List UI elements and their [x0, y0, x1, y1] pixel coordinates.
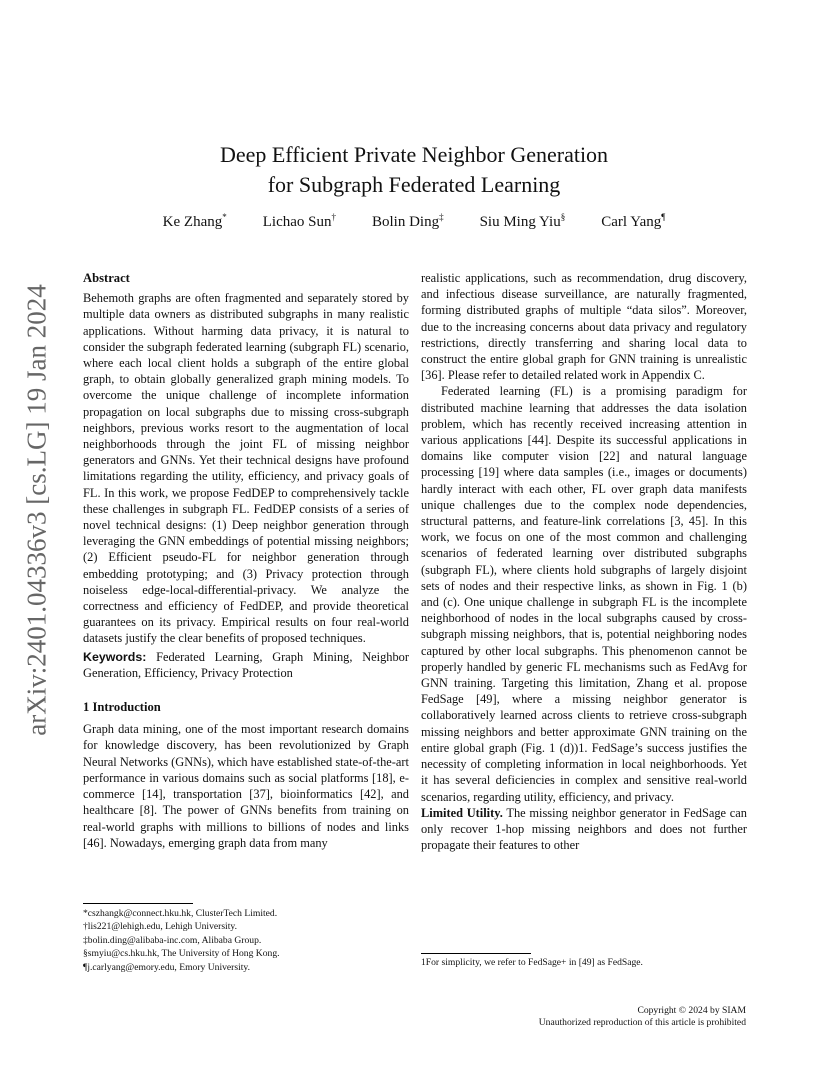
author-mark: §: [560, 212, 566, 222]
keywords: [83, 649, 409, 681]
arxiv-id-text: arXiv:2401.04336v3 [cs.LG] 19 Jan 2024: [21, 284, 52, 736]
section-heading-introduction: 1 Introduction: [83, 700, 161, 715]
paper-title: [0, 140, 828, 200]
keywords-text: Federated Learning, Graph Mining, Neighbor Generation, Efficiency, Privacy Protection: [83, 649, 409, 680]
title-line-2: for Subgraph Federated Learning: [267, 172, 561, 197]
reproduction-notice: Unauthorized reproduction of this article is prohibited: [538, 1017, 746, 1028]
author-name: Ke Zhang: [162, 214, 223, 230]
author-mark: ¶: [661, 212, 666, 222]
body-paragraph: [421, 805, 747, 854]
author: [601, 212, 665, 231]
abstract-heading: Abstract: [83, 271, 130, 285]
title-line-1: Deep Efficient Private Neighbor Generation: [219, 142, 609, 167]
right-column: [421, 270, 747, 853]
author-list: [0, 212, 828, 231]
author-name: Carl Yang: [601, 214, 662, 230]
left-column: [83, 270, 409, 851]
author: [480, 212, 566, 231]
author-footnotes: [83, 903, 409, 974]
footnote-rule: [83, 903, 193, 904]
copyright-line: Copyright © 2024 by SIAM: [637, 1005, 746, 1016]
copyright-notice: [539, 1005, 746, 1029]
paragraph-text: The missing neighbor generator in FedSage can only recover 1-hop missing neighbors and does not further propagate their features to other: [421, 805, 747, 853]
author: [263, 212, 336, 231]
body-paragraph: realistic applications, such as recommendation, drug discovery, and infectious disease surveillance, are naturally fragmented, forming distributed graphs of multiple “data silos”. Moreover, due to the increasing concerns about data privacy and regulatory restrictions, directly transferring and sharing local data to construct the entire global graph for GNN training is unrealistic [36]. Please refer to detailed related work in Appendix C.: [421, 271, 747, 383]
author-name: Siu Ming Yiu: [479, 214, 561, 230]
author-mark: †: [331, 212, 336, 222]
paragraph-label: Limited Utility.: [421, 805, 503, 820]
author: [163, 212, 227, 231]
footnote: *cszhangk@connect.hku.hk, ClusterTech Limited.: [83, 908, 278, 919]
author-mark: ‡: [439, 212, 444, 222]
footnote: §smyiu@cs.hku.hk, The University of Hong Kong.: [83, 948, 280, 960]
author-name: Bolin Ding: [371, 214, 440, 230]
author-name: Lichao Sun: [262, 214, 332, 230]
footnote: ‡bolin.ding@alibaba-inc.com, Alibaba Group.: [83, 934, 262, 946]
body-paragraph: Federated learning (FL) is a promising paradigm for distributed machine learning that addresses the data isolation problem, which has recently received increasing attention in various applications [44]. Despite its successful applications in domains like computer vision [22] and natural language processing [19] where data samples (i.e., images or documents) hardly interact with each other, FL over graph data manifests unique challenges due to the complex node dependencies, structural patterns, and feature-link correlations [3, 45]. In this work, we focus on one of the most common and challenging scenarios of federated learning over distributed subgraphs (subgraph FL), where clients hold subgraphs of largely disjoint sets of nodes and their respective links, as shown in Fig. 1 (b) and (c). One unique challenge in subgraph FL is the incomplete neighborhood of nodes in the local subgraphs caused by cross-subgraph missing neighbors, that is, potential neighboring nodes captured by other local subgraphs. This phenomenon cannot be properly handled by generic FL mechanisms such as FedAvg for GNN training. Targeting this limitation, Zhang et al. propose FedSage [49], where a missing neighbor generator is collaboratively learned across clients to retrieve cross-subgraph missing neighbors and better approximate GNN training on the entire global graph (Fig. 1 (d))1. FedSage’s success justifies the necessity of completing information in local neighborhoods. Yet it has several deficiencies in complex and sensitive real-world scenarios, regarding utility, efficiency, and privacy.: [421, 384, 747, 804]
footnote: ¶j.carlyang@emory.edu, Emory University.: [83, 961, 250, 973]
intro-paragraph: Graph data mining, one of the most important research domains for knowledge discovery, has been revolutionized by Graph Neural Networks (GNNs), which have established state-of-the-art performance in various domains such as social platforms [18], e-commerce [14], transportation [37], bioinformatics [42], and healthcare [8]. The power of GNNs benefits from training on real-world graphs with millions to billions of nodes and links [46]. Nowadays, emerging graph data from many: [83, 722, 409, 850]
footnote: †lis221@lehigh.edu, Lehigh University.: [83, 921, 237, 933]
footnote-rule: [421, 953, 531, 954]
author-mark: *: [222, 212, 227, 222]
right-footnote: [421, 953, 747, 968]
author: [372, 212, 444, 231]
abstract-text: Behemoth graphs are often fragmented and separately stored by multiple data owners as distributed subgraphs in many realistic applications. Without harming data privacy, it is natural to consider the subgraph federated learning (subgraph FL) scenario, where each local client holds a subgraph of the entire global graph, to obtain globally generalized graph mining models. To overcome the unique challenge of incomplete information propagation on local subgraphs due to missing cross-subgraph neighbors, previous works resort to the augmentation of local neighborhoods through the joint FL of missing neighbor generators and GNNs. Yet their technical designs have profound limitations regarding the utility, efficiency, and privacy goals of FL. In this work, we propose FedDEP to comprehensively tackle these challenges in subgraph FL. FedDEP consists of a series of novel technical designs: (1) Deep neighbor generation through leveraging the GNN embeddings of potential missing neighbors; (2) Efficient pseudo-FL for neighbor generation through embedding prototyping; and (3) Privacy protection through noiseless edge-local-differential-privacy. We analyze the correctness and efficiency of FedDEP, and provide theoretical guarantees on its privacy. Empirical results on four real-world datasets justify the clear benefits of proposed techniques.: [83, 291, 409, 646]
arxiv-identifier: [21, 284, 52, 736]
keywords-label: Keywords:: [83, 649, 147, 664]
footnote: 1For simplicity, we refer to FedSage+ in [49] as FedSage.: [421, 957, 643, 968]
